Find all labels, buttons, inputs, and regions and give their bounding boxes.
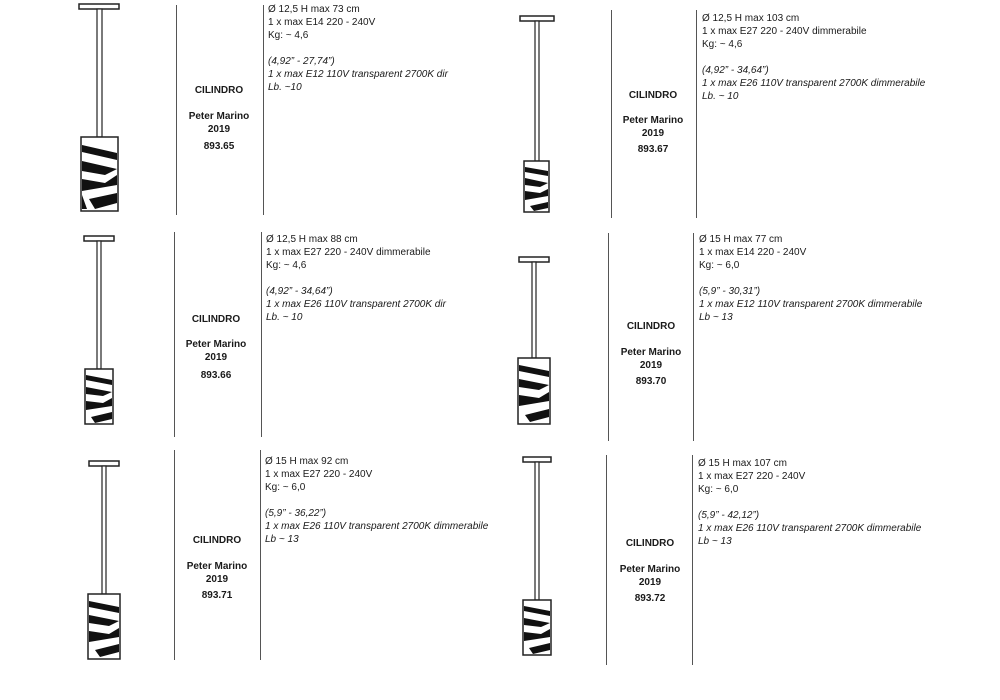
spec-line: Kg: ~ 4,6 [702, 39, 743, 50]
product-code: 893.66 [200, 370, 232, 381]
divider-line [260, 450, 261, 660]
product-code: 893.65 [203, 141, 235, 152]
designer-name: Peter Marino [188, 111, 250, 122]
spec-block [699, 233, 922, 324]
spec-line: Kg: ~ 4,6 [268, 30, 309, 41]
spec-line: 1 x max E27 220 - 240V dimmerabile [702, 26, 867, 37]
divider-line [606, 455, 607, 665]
spec-line: Ø 12,5 H max 73 cm [268, 4, 360, 15]
spec-line: Ø 15 H max 92 cm [265, 456, 349, 467]
spec-block [265, 455, 488, 546]
product-name: CILINDRO [625, 538, 675, 549]
spec-line: 1 x max E14 220 - 240V [699, 247, 807, 258]
designer-name: Peter Marino [185, 339, 247, 350]
design-year: 2019 [207, 124, 231, 135]
divider-line [611, 10, 612, 218]
divider-line [261, 232, 262, 437]
imperial-line: (4,92” - 27,74”) [268, 56, 335, 67]
divider-line [174, 232, 175, 437]
spec-line: Ø 12,5 H max 103 cm [702, 13, 800, 24]
spec-line: Ø 15 H max 107 cm [698, 458, 787, 469]
spec-block [698, 457, 921, 548]
spec-line: 1 x max E14 220 - 240V [268, 17, 376, 28]
pendant-lamp-drawing [518, 456, 558, 658]
designer-name: Peter Marino [186, 561, 248, 572]
divider-line [692, 455, 693, 665]
design-year: 2019 [639, 360, 663, 371]
pendant-lamp-drawing [75, 3, 125, 215]
designer-name: Peter Marino [622, 115, 684, 126]
pendant-lamp-drawing [515, 256, 555, 428]
divider-line [696, 10, 697, 218]
spec-block [266, 233, 446, 324]
product-code: 893.71 [201, 590, 233, 601]
design-year: 2019 [638, 577, 662, 588]
designer-name: Peter Marino [619, 564, 681, 575]
imperial-line: Lb. ~10 [268, 82, 302, 93]
pendant-lamp-drawing [518, 15, 558, 215]
imperial-line: 1 x max E26 110V transparent 2700K dimmerabile [702, 78, 926, 89]
spec-line: Ø 15 H max 77 cm [699, 234, 783, 245]
imperial-line: Lb ~ 13 [699, 312, 733, 323]
imperial-line: 1 x max E26 110V transparent 2700K dimmerabile [265, 521, 489, 532]
designer-name: Peter Marino [620, 347, 682, 358]
imperial-line: 1 x max E26 110V transparent 2700K dir [266, 299, 446, 310]
spec-line: 1 x max E27 220 - 240V [265, 469, 373, 480]
product-name: CILINDRO [194, 85, 244, 96]
spec-line: Kg: ~ 6,0 [699, 260, 740, 271]
imperial-line: 1 x max E12 110V transparent 2700K dir [268, 69, 448, 80]
spec-line: Kg: ~ 4,6 [266, 260, 307, 271]
imperial-line: Lb. ~ 10 [266, 312, 303, 323]
spec-line: Ø 12,5 H max 88 cm [266, 234, 358, 245]
spec-line: Kg: ~ 6,0 [698, 484, 739, 495]
spec-block [268, 3, 448, 94]
imperial-line: 1 x max E26 110V transparent 2700K dimmerabile [698, 523, 922, 534]
spec-line: 1 x max E27 220 - 240V [698, 471, 806, 482]
product-code: 893.67 [637, 144, 669, 155]
divider-line [176, 5, 177, 215]
imperial-line: (5,9” - 42,12”) [698, 510, 760, 521]
product-code: 893.70 [635, 376, 667, 387]
design-year: 2019 [205, 574, 229, 585]
spec-line: Kg: ~ 6,0 [265, 482, 306, 493]
divider-line [693, 233, 694, 441]
product-name: CILINDRO [192, 535, 242, 546]
design-year: 2019 [204, 352, 228, 363]
imperial-line: (5,9” - 30,31”) [699, 286, 761, 297]
imperial-line: (5,9” - 36,22”) [265, 508, 327, 519]
pendant-lamp-drawing [80, 235, 120, 427]
design-year: 2019 [641, 128, 665, 139]
imperial-line: 1 x max E12 110V transparent 2700K dimmerabile [699, 299, 923, 310]
spec-line: 1 x max E27 220 - 240V dimmerabile [266, 247, 431, 258]
product-name: CILINDRO [191, 314, 241, 325]
product-code: 893.72 [634, 593, 666, 604]
divider-line [608, 233, 609, 441]
imperial-line: (4,92” - 34,64”) [266, 286, 333, 297]
imperial-line: (4,92” - 34,64”) [702, 65, 769, 76]
divider-line [174, 450, 175, 660]
divider-line [263, 5, 264, 215]
imperial-line: Lb. ~ 10 [702, 91, 739, 102]
spec-block [702, 12, 925, 103]
pendant-lamp-drawing [85, 460, 125, 662]
imperial-line: Lb ~ 13 [265, 534, 299, 545]
product-name: CILINDRO [626, 321, 676, 332]
product-name: CILINDRO [628, 90, 678, 101]
imperial-line: Lb ~ 13 [698, 536, 732, 547]
